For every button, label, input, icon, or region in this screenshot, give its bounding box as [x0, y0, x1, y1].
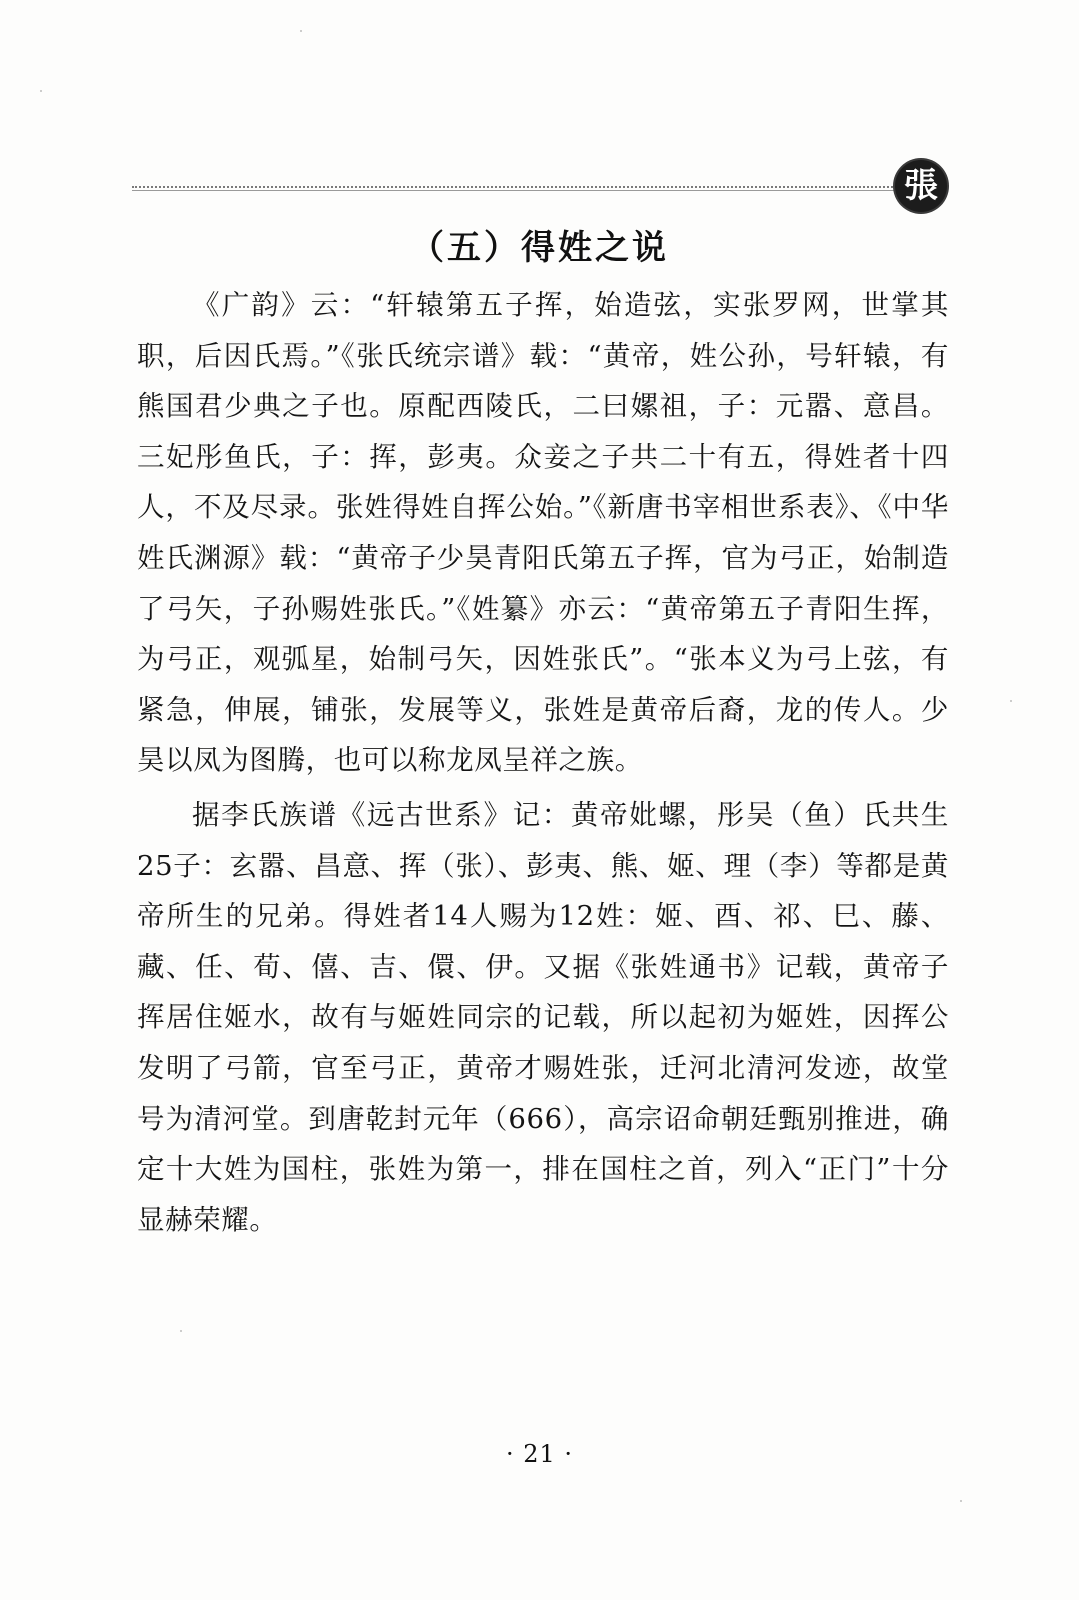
- header-dotted-rule: [132, 186, 904, 188]
- page-number: · 21 ·: [505, 1440, 574, 1468]
- zhang-seal-emblem: 張: [895, 160, 947, 212]
- body-text: [137, 280, 949, 1245]
- header-rule: [132, 190, 904, 191]
- scan-speck: [40, 90, 42, 92]
- scan-speck: [180, 1330, 182, 1332]
- scan-speck: [1010, 700, 1012, 702]
- scan-speck: [300, 30, 302, 32]
- paragraph-2: 据李氏族谱《远古世系》记：黄帝妣螺，彤吴（鱼）氏共生25子：玄嚣、昌意、挥（张）、彭夷、熊、姬、理（李）等都是黄帝所生的兄弟。得姓者14人赐为12姓：姬、酉、祁、巳、藤、藏、任、荀、僖、吉、儇、伊。又据《张姓通书》记载，黄帝子挥居住姬水，故有与姬姓同宗的记载，所以起初为姬姓，因挥公发明了弓箭，官至弓正，黄帝才赐姓张，迁河北清河发迹，故堂号为清河堂。到唐乾封元年（666），高宗诏命朝廷甄别推进，确定十大姓为国柱，张姓为第一，排在国柱之首，列入“正门”十分显赫荣耀。: [137, 798, 949, 1236]
- scan-speck: [960, 1500, 962, 1502]
- section-title: （五）得姓之说: [410, 228, 669, 268]
- paragraph-1: 《广韵》云：“轩辕第五子挥，始造弦，实张罗网，世掌其职，后因氏焉。”《张氏统宗谱》载：“黄帝，姓公孙，号轩辕，有熊国君少典之子也。原配西陵氏，二曰嫘祖，子：元嚣、意昌。三妃彤鱼氏，子：挥，彭夷。众妾之子共二十有五，得姓者十四人，不及尽录。张姓得姓自挥公始。”《新唐书宰相世系表》、《中华姓氏渊源》载：“黄帝子少昊青阳氏第五子挥，官为弓正，始制造了弓矢，子孙赐姓张氏。”《姓纂》亦云：“黄帝第五子青阳生挥，为弓正，观弧星，始制弓矢，因姓张氏”。“张本义为弓上弦，有紧急，伸展，铺张，发展等义，张姓是黄帝后裔，龙的传人。少昊以凤为图腾，也可以称龙凤呈祥之族。: [137, 289, 949, 777]
